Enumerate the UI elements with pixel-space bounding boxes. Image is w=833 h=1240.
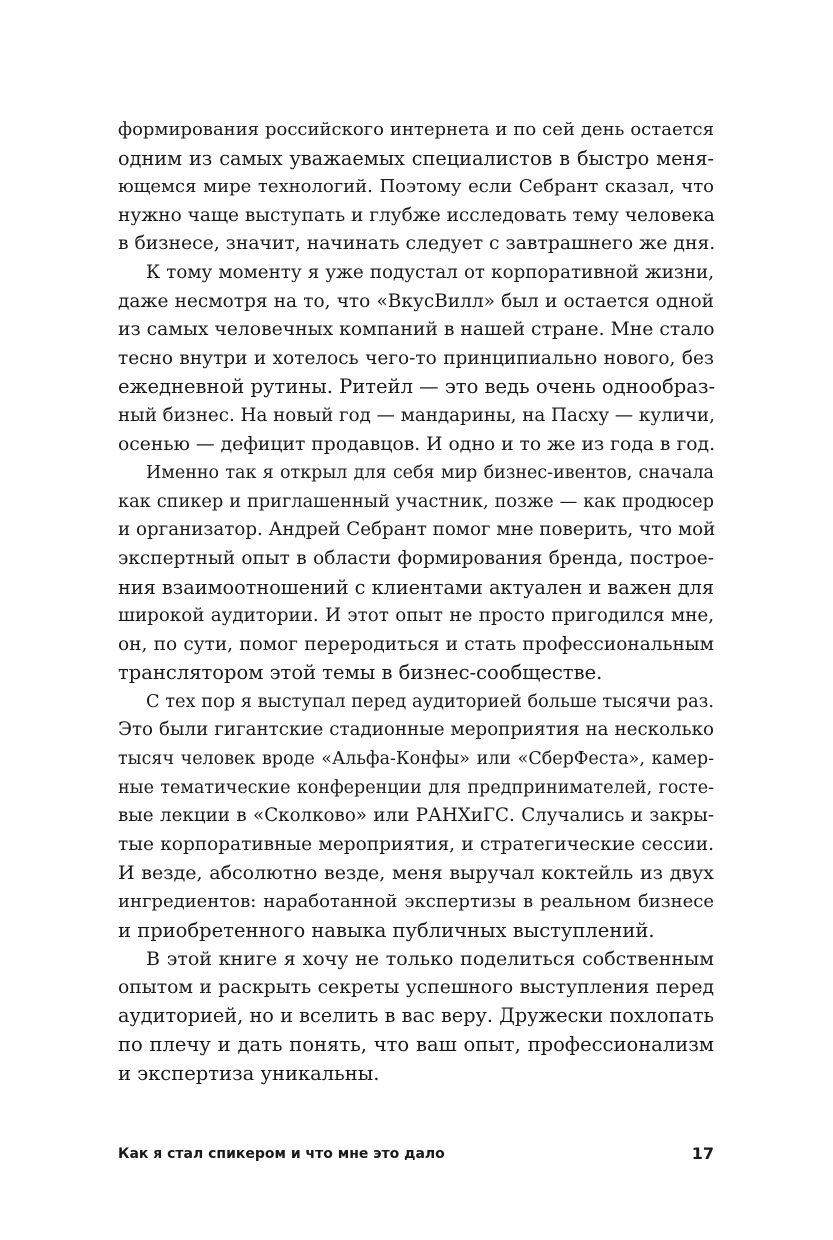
text-line: тые корпоративные мероприятия, и стратегические сессии. — [118, 833, 714, 855]
text-line: даже несмотря на то, что «ВкусВилл» был и остается одной — [118, 290, 714, 312]
body-text — [118, 116, 714, 1088]
text-line: тысяч человек вроде «Альфа-Конфы» или «СберФеста», камер- — [118, 749, 714, 770]
text-line: Это были гигантские стадионные мероприятия на несколько — [118, 719, 714, 741]
text-line: ный бизнес. На новый год — мандарины, на Пасху — куличи, — [118, 404, 715, 426]
paragraph — [118, 459, 714, 688]
text-line: Именно так я открыл для себя мир бизнес-ивентов, сначала — [146, 463, 714, 484]
text-line: и приобретенного навыка публичных выступлений. — [118, 918, 655, 942]
text-line: одним из самых уважаемых специалистов в быстро меня- — [118, 146, 714, 170]
text-line: осенью — дефицит продавцов. И одно и то же из года в год. — [118, 433, 716, 455]
text-line: вые лекции в «Сколково» или РАНХиГС. Случались и закры- — [118, 805, 714, 827]
text-line: он, по сути, помог переродиться и стать профессиональным — [118, 633, 714, 655]
text-line: в бизнесе, значит, начинать следует с завтрашнего же дня. — [118, 233, 716, 255]
text-line: К тому моменту я уже подустал от корпоративной жизни, — [146, 261, 714, 283]
text-line: ингредиентов: наработанной экспертизы в реальном бизнесе — [118, 891, 714, 913]
text-line: экспертный опыт в области формирования бренда, построе- — [118, 547, 714, 569]
text-line: ющемся мире технологий. Поэтому если Себрант сказал, что — [118, 176, 714, 198]
text-line: из самых человечных компаний в нашей стране. Мне стало — [118, 319, 715, 341]
text-line: тесно внутри и хотелось чего-то принципиально нового, без — [118, 347, 714, 369]
text-line: как спикер и приглашенный участник, позже — как продюсер — [118, 491, 714, 512]
paragraph — [118, 116, 714, 259]
text-line: ежедневной рутины. Ритейл — это ведь очень однообраз- — [118, 375, 716, 399]
text-line: ные тематические конференции для предпринимателей, госте- — [118, 777, 714, 798]
text-line: формирования российского интернета и по сей день остается — [118, 119, 714, 140]
text-line: В этой книге я хочу не только поделиться собственным — [146, 948, 714, 971]
text-line: транслятором этой темы в бизнес-сообществе. — [118, 661, 603, 685]
paragraph — [118, 945, 714, 1088]
page-number: 17 — [691, 1144, 714, 1163]
text-line: ния взаимоотношений с клиентами актуален и важен для — [118, 575, 715, 599]
text-line: И везде, абсолютно везде, меня выручал коктейль из двух — [118, 862, 714, 885]
text-line: С тех пор я выступал перед аудиторией больше тысячи раз. — [146, 691, 714, 712]
running-footer-title: Как я стал спикером и что мне это дало — [118, 1146, 445, 1162]
text-line: и организатор. Андрей Себрант помог мне поверить, что мой — [118, 519, 716, 541]
text-line: нужно чаще выступать и глубже исследовать тему человека — [118, 204, 715, 226]
text-line: по плечу и дать понять, что ваш опыт, профессионализм — [118, 1033, 714, 1056]
text-line: опытом и раскрыть секреты успешного выступления перед — [118, 976, 714, 998]
paragraph — [118, 688, 714, 945]
text-line: широкой аудитории. И этот опыт не просто пригодился мне, — [118, 605, 714, 627]
paragraph — [118, 259, 714, 459]
text-line: аудиторией, но и вселить в вас веру. Дружески похлопать — [118, 1004, 714, 1028]
text-line: и экспертиза уникальны. — [118, 1061, 380, 1085]
